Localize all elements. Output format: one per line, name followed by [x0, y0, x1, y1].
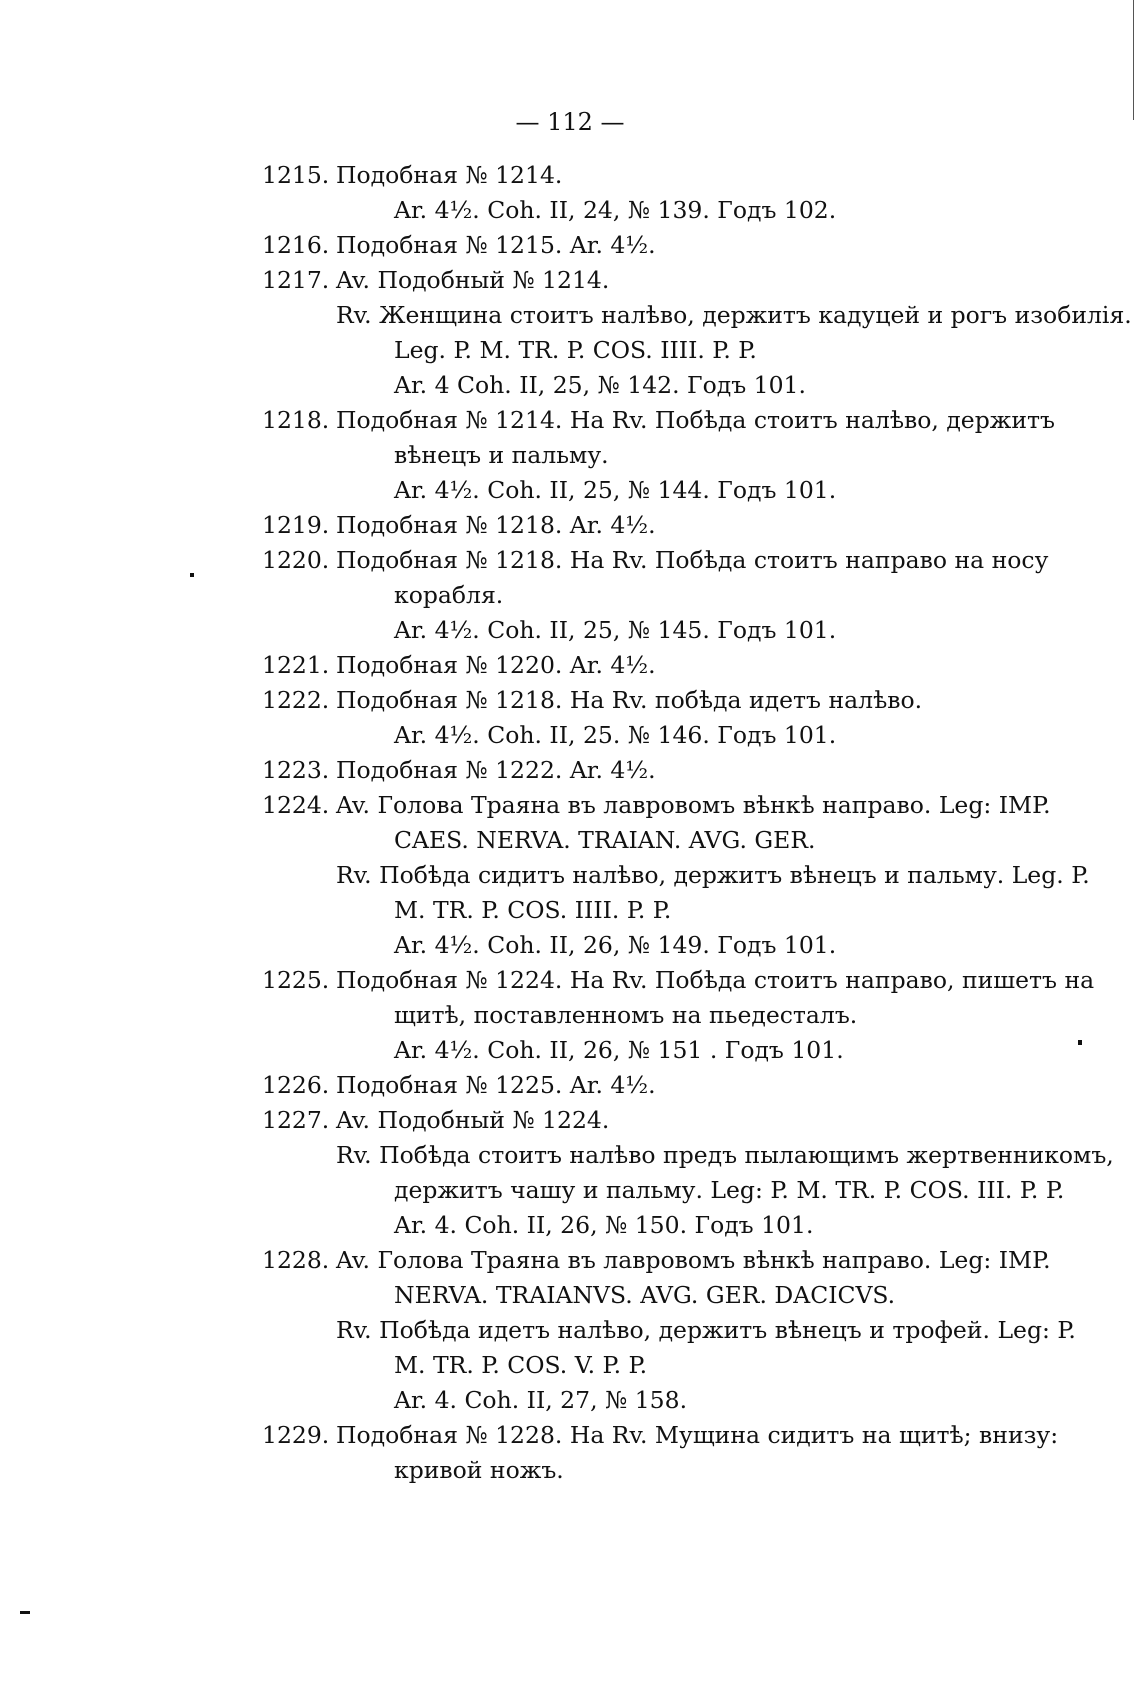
- entry-text: Ar. 4½. Coh. II, 26, № 149. Годъ 101.: [394, 931, 837, 959]
- entry-number: 1227.: [262, 1106, 330, 1134]
- entry-text: Подобная № 1220. Ar. 4½.: [336, 651, 656, 679]
- entry-text: Подобная № 1218. На Rv. Побѣда стоитъ направо на носу: [336, 546, 1049, 574]
- entry-text: Ar. 4½. Coh. II, 25, № 144. Годъ 101.: [394, 476, 837, 504]
- margin-mark-dot-left: [190, 573, 194, 577]
- entry-text: Подобная № 1228. На Rv. Мущина сидитъ на щитѣ; внизу:: [336, 1421, 1059, 1449]
- entry-reverse-line: [262, 1313, 1082, 1348]
- entry-number: 1226.: [262, 1071, 330, 1099]
- entry-continuation-line: [262, 718, 1082, 753]
- catalog-entries: [262, 158, 1132, 1488]
- entry-line: [262, 1243, 1082, 1278]
- entry-text: Av. Голова Траяна въ лавровомъ вѣнкѣ направо. Leg: IMP.: [336, 1246, 1051, 1274]
- entry-text: Подобная № 1225. Ar. 4½.: [336, 1071, 656, 1099]
- entry-text: держитъ чашу и пальму. Leg: P. M. TR. P. COS. III. P. P.: [394, 1176, 1065, 1204]
- entry-text: Подобная № 1222. Ar. 4½.: [336, 756, 656, 784]
- entry-continuation-line: [262, 578, 1082, 613]
- entry-text: Av. Голова Траяна въ лавровомъ вѣнкѣ направо. Leg: IMP.: [336, 791, 1051, 819]
- entry-text: Rv. Побѣда идетъ налѣво, держитъ вѣнецъ и трофей. Leg: P.: [336, 1316, 1076, 1344]
- entry-number: 1225.: [262, 966, 330, 994]
- entry-continuation-line: [262, 473, 1082, 508]
- entry-text: Ar. 4½. Coh. II, 25, № 145. Годъ 101.: [394, 616, 837, 644]
- entry-line: [262, 158, 1082, 193]
- entry-text: Подобная № 1214.: [336, 161, 563, 189]
- entry-text: вѣнецъ и пальму.: [394, 441, 609, 469]
- entry-number: 1223.: [262, 756, 330, 784]
- entry-continuation-line: [262, 1453, 1082, 1488]
- entry-text: Rv. Побѣда сидитъ налѣво, держитъ вѣнецъ и пальму. Leg. P.: [336, 861, 1090, 889]
- entry-number: 1221.: [262, 651, 330, 679]
- entry-line: [262, 963, 1095, 998]
- entry-line: [262, 683, 1082, 718]
- entry-text: M. TR. P. COS. IIII. P. P.: [394, 896, 672, 924]
- entry-text: Ar. 4 Coh. II, 25, № 142. Годъ 101.: [394, 371, 806, 399]
- entry-continuation-line: [262, 1208, 1082, 1243]
- entry-continuation-line: [262, 928, 1082, 963]
- entry-line: [262, 1103, 1082, 1138]
- entry-number: 1220.: [262, 546, 330, 574]
- entry-text: Подобная № 1218. На Rv. побѣда идетъ налѣво.: [336, 686, 923, 714]
- page-edge-line: [1133, 0, 1134, 120]
- entry-number: 1222.: [262, 686, 330, 714]
- entry-continuation-line: [262, 1173, 1082, 1208]
- entry-number: 1217.: [262, 266, 330, 294]
- margin-mark-dash-bottom: [20, 1611, 30, 1614]
- entry-continuation-line: [262, 368, 1082, 403]
- entry-text: Ar. 4. Coh. II, 27, № 158.: [394, 1386, 688, 1414]
- entry-text: Ar. 4½. Coh. II, 26, № 151 . Годъ 101.: [394, 1036, 844, 1064]
- entry-continuation-line: [262, 1383, 1082, 1418]
- entry-text: Подобная № 1224. На Rv. Побѣда стоитъ направо, пишетъ на: [336, 966, 1095, 994]
- entry-continuation-line: [262, 893, 1082, 928]
- entry-continuation-line: [262, 823, 1082, 858]
- entry-continuation-line: [262, 1348, 1082, 1383]
- entry-line: [262, 788, 1082, 823]
- entry-line: [262, 228, 1082, 263]
- entry-number: 1219.: [262, 511, 330, 539]
- margin-mark-dot-right: [1078, 1040, 1082, 1045]
- entry-number: 1218.: [262, 406, 330, 434]
- entry-text: Подобная № 1214. На Rv. Побѣда стоитъ налѣво, держитъ: [336, 406, 1055, 434]
- entry-continuation-line: [262, 193, 1082, 228]
- entry-line: [262, 543, 1082, 578]
- entry-line: [262, 508, 1082, 543]
- entry-text: Rv. Побѣда стоитъ налѣво предъ пылающимъ жертвенникомъ,: [336, 1141, 1114, 1169]
- entry-text: CAES. NERVA. TRAIAN. AVG. GER.: [394, 826, 816, 854]
- entry-line: [262, 648, 1082, 683]
- entry-continuation-line: [262, 613, 1082, 648]
- entry-text: щитѣ, поставленномъ на пьедесталъ.: [394, 1001, 858, 1029]
- entry-text: Подобная № 1218. Ar. 4½.: [336, 511, 656, 539]
- entry-text: Ar. 4½. Coh. II, 25. № 146. Годъ 101.: [394, 721, 837, 749]
- entry-continuation-line: [262, 438, 1082, 473]
- entry-text: Av. Подобный № 1224.: [336, 1106, 610, 1134]
- entry-number: 1224.: [262, 791, 330, 819]
- entry-continuation-line: [262, 1278, 1082, 1313]
- entry-reverse-line: [262, 858, 1090, 893]
- entry-text: Av. Подобный № 1214.: [336, 266, 610, 294]
- entry-line: [262, 753, 1082, 788]
- entry-line: [262, 1418, 1082, 1453]
- entry-text: NERVA. TRAIANVS. AVG. GER. DACICVS.: [394, 1281, 896, 1309]
- entry-continuation-line: [262, 1033, 1082, 1068]
- entry-text: Ar. 4½. Coh. II, 24, № 139. Годъ 102.: [394, 196, 837, 224]
- entry-text: Rv. Женщина стоитъ налѣво, держитъ кадуцей и рогъ изобилія.: [336, 301, 1132, 329]
- entry-continuation-line: [262, 333, 1082, 368]
- entry-text: кривой ножъ.: [394, 1456, 564, 1484]
- entry-text: Подобная № 1215. Ar. 4½.: [336, 231, 656, 259]
- entry-text: M. TR. P. COS. V. P. P.: [394, 1351, 648, 1379]
- entry-line: [262, 403, 1082, 438]
- entry-number: 1216.: [262, 231, 330, 259]
- entry-number: 1229.: [262, 1421, 330, 1449]
- entry-number: 1228.: [262, 1246, 330, 1274]
- entry-reverse-line: [262, 1138, 1114, 1173]
- entry-reverse-line: [262, 298, 1132, 333]
- entry-line: [262, 1068, 1082, 1103]
- page-number: — 112 —: [515, 108, 625, 136]
- entry-number: 1215.: [262, 161, 330, 189]
- entry-text: Leg. P. M. TR. P. COS. IIII. P. P.: [394, 336, 757, 364]
- entry-line: [262, 263, 1082, 298]
- entry-text: Ar. 4. Coh. II, 26, № 150. Годъ 101.: [394, 1211, 814, 1239]
- entry-continuation-line: [262, 998, 1082, 1033]
- entry-text: корабля.: [394, 581, 504, 609]
